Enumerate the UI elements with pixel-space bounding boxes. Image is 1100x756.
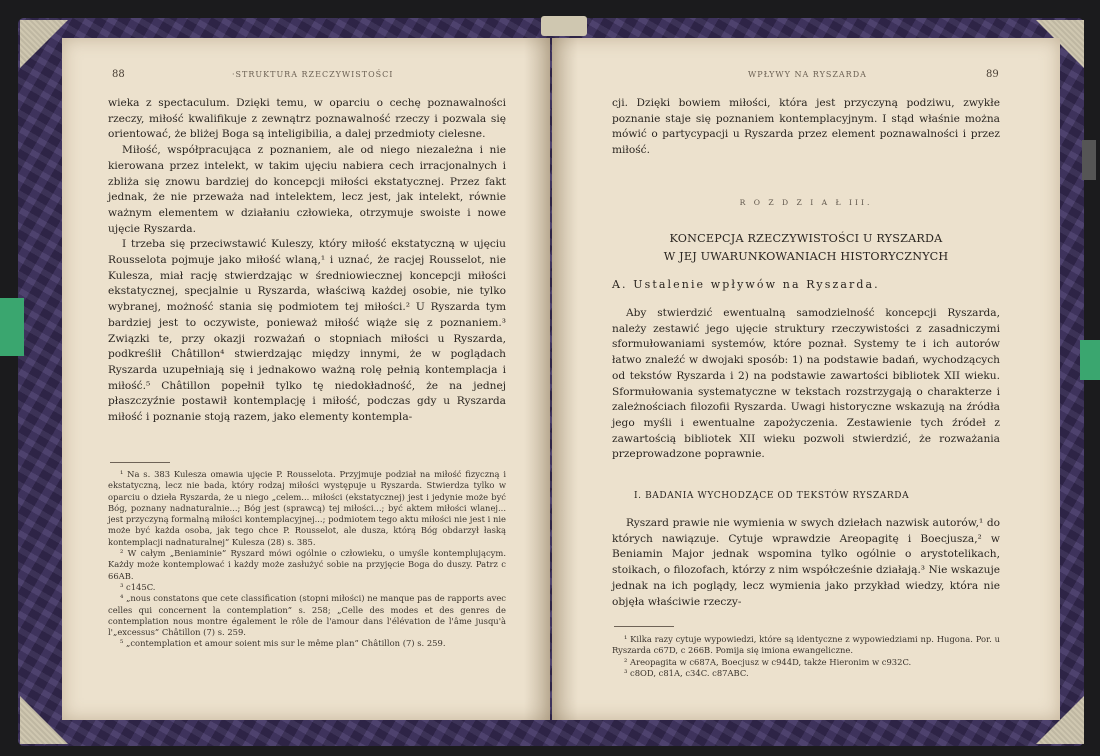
left-paragraph-3: I trzeba się przeciwstawić Kuleszy, który miłość ekstatyczną w ujęciu Rousselota pojmuje jako miłość wlaną,¹ i uznać, że racjej Rousselot, nie Kulesza, miał rację stwierdzając w średniowiecznej koncepcji miłości ekstatycznej, specjalnie u Ryszarda, właściwą każdej osobie, nie tylko wybranej, możność stania się podmiotem tej miłości.² U Ryszarda tym bardziej jest to oczywiste, ponieważ miłość wiąże się z poznaniem.³ Związki te, przy okazji rozważań o stopniach miłości u Ryszarda, podkreślił Châtillon⁴ stwierdzając między innymi, że w poglądach Ryszarda uzupełniają się i jednakowo ważną rolę pełnią kontemplacja i miłość.⁵ Châtillon popełnił tylko tę niedokładność, że na jednej płaszczyźnie postawił kontemplację i miłość, podczas gdy u Ryszarda miłość i poznanie stoją razem, jako elementy kontempla- [108,238,506,424]
dark-tab-right [1082,140,1096,180]
right-page [552,38,1060,720]
right-running-head: WPŁYWY NA RYSZARDA [748,70,867,79]
subsection-paragraph: Ryszard prawie nie wymienia w swych dziełach nazwisk autorów,¹ do których nawiązuje. Cytuje wprawdzie Areopagitę i Boecjusza,² w Beniamin Major jednak wspomina tylko ogólnie o arystotelikach, stoikach, o filozofach, którzy z nim współcześnie działają.³ Nie wskazuje jednak na ich poglądy, lecz wymienia jako przykład wiedzy, która nie objęła właściwie rzeczy- [612,517,1000,608]
green-marker-right [1080,340,1100,380]
right-page-gutter [552,38,578,720]
left-footnote-4: ⁴ „nous constatons que cete classification (stopni miłości) ne manque pas de rapports avec celles qui concernent la contemplation” s. 258; „Celle des modes et des genres de contemplation nous montre également le rôle de l'amour dans l'élévation de l'âme jusqu'à l'„excessus” Châtillon (7) s. 259. [108,593,506,638]
chapter-title [552,230,1060,266]
left-body-text [108,96,506,426]
subsection-body [612,516,1000,610]
left-footnotes [108,469,506,650]
right-footnote-1: ¹ Kilka razy cytuje wypowiedzi, które są identyczne z wypowiedziami np. Hugona. Por. u Ryszarda c67D, c 266B. Pomija się imiona ewangeliczne. [612,634,1000,656]
chapter-title-line-1: KONCEPCJA RZECZYWISTOŚCI U RYSZARDA [669,232,943,245]
left-page-number: 88 [112,69,125,80]
right-page-number: 89 [986,69,999,80]
section-heading: A. Ustalenie wpływów na Ryszarda. [612,278,880,291]
left-running-head: ·STRUKTURA RZECZYWISTOŚCI [232,70,394,79]
right-top-text [612,96,1000,159]
left-footnote-1: ¹ Na s. 383 Kulesza omawia ujęcie P. Rousselota. Przyjmuje podział na miłość fizyczną i ekstatyczną, lecz nie bada, który rodzaj miłości występuje u Ryszarda. Stwierdza tylko w oparciu o dzieła Ryszarda, że u niego „celem... miłości (ekstatycznej) jest i jedynie może być Bóg, poznany nadnaturalnie...; Bóg jest (sprawcą) tej miłości...; być aktem miłości wlanej... jest przyczyną formalną miłości kontemplacyjnej...; podmiotem tego aktu miłości nie jest i nie może być każda osoba, jak tego chce P. Rousselot, ale dusza, którą Bóg obdarzył łaską kontemplacji nadnaturalnej” Kulesza (28) s. 385. [108,469,506,547]
right-footnotes [612,634,1000,679]
section-body [612,306,1000,463]
right-footnote-2: ² Areopagita w c687A, Boecjusz w c944D, także Hieronim w c932C. [624,656,912,667]
left-footnote-rule [110,462,170,463]
section-paragraph: Aby stwierdzić ewentualną samodzielność koncepcji Ryszarda, należy zestawić jego ujęcie struktury rzeczywistości z zasadniczymi sformułowaniami systemów, które poznał. Systemy te i ich autorów łatwo znaleźć w dwojaki sposób: 1) na podstawie badań, wychodzących od tekstów Ryszarda i 2) na podstawie zawartości bibliotek XII wieku. Sformułowania systematyczne w tekstach rozstrzygają o charakterze i zależnościach filozofii Ryszarda. Uwagi historyczne wskazują na źródła jego myśli i ewentualne zapożyczenia. Zestawienie tych źródeł z zawartością bibliotek XII wieku pozwoli stwierdzić, że rozważania przeprowadzone poprawnie. [612,307,1000,461]
book-spine [541,16,587,36]
left-paragraph-2: Miłość, współpracująca z poznaniem, ale od niego niezależna i nie kierowana przez intelekt, w takim ujęciu nabiera cech irracjonalnych i zbliża się znowu bardziej do koncepcji miłości ekstatycznej. Przez fakt jednak, że nie przeważa nad intelektem, lecz jest, jak intelekt, równie ważnym elementem w działaniu człowieka, otrzymuje swoiste i nowe ujęcie Ryszarda. [108,144,506,235]
left-page [62,38,550,720]
left-footnote-3: ³ c145C. [120,581,156,592]
right-footnote-3: ³ c8OD, c81A, c34C. c87ABC. [624,667,749,678]
subsection-heading: I. BADANIA WYCHODZĄCE OD TEKSTÓW RYSZARDA [634,491,910,501]
chapter-label: R O Z D Z I A Ł III. [739,198,873,207]
left-page-gutter [524,38,550,720]
left-footnote-5: ⁵ „contemplation et amour soient mis sur le même plan” Châtillon (7) s. 259. [120,638,446,649]
right-footnote-rule [614,626,674,627]
green-marker-left [0,298,24,356]
left-paragraph-1: wieka z spectaculum. Dzięki temu, w oparciu o cechę poznawalności rzeczy, miłość kwalifikuje z zewnątrz poznawalność rzeczy i pozwala się orientować, że bliżej Boga są inteligibilia, a dalej przedmioty cielesne. [108,97,506,141]
right-top-paragraph: cji. Dzięki bowiem miłości, która jest przyczyną podziwu, zwykłe poznanie staje się poznaniem kontemplacyjnym. I stąd właśnie można mówić o partycypacji u Ryszarda przez element poznawalności i przez miłość. [612,97,1000,157]
left-footnote-2: ² W całym „Beniaminie” Ryszard mówi ogólnie o człowieku, o umyśle kontemplującym. Każdy może kontemplować i każdy może zasłużyć sobie na przyjęcie Boga do duszy. Patrz c 66AB. [108,548,506,581]
chapter-title-line-2: W JEJ UWARUNKOWANIACH HISTORYCZNYCH [663,250,949,263]
